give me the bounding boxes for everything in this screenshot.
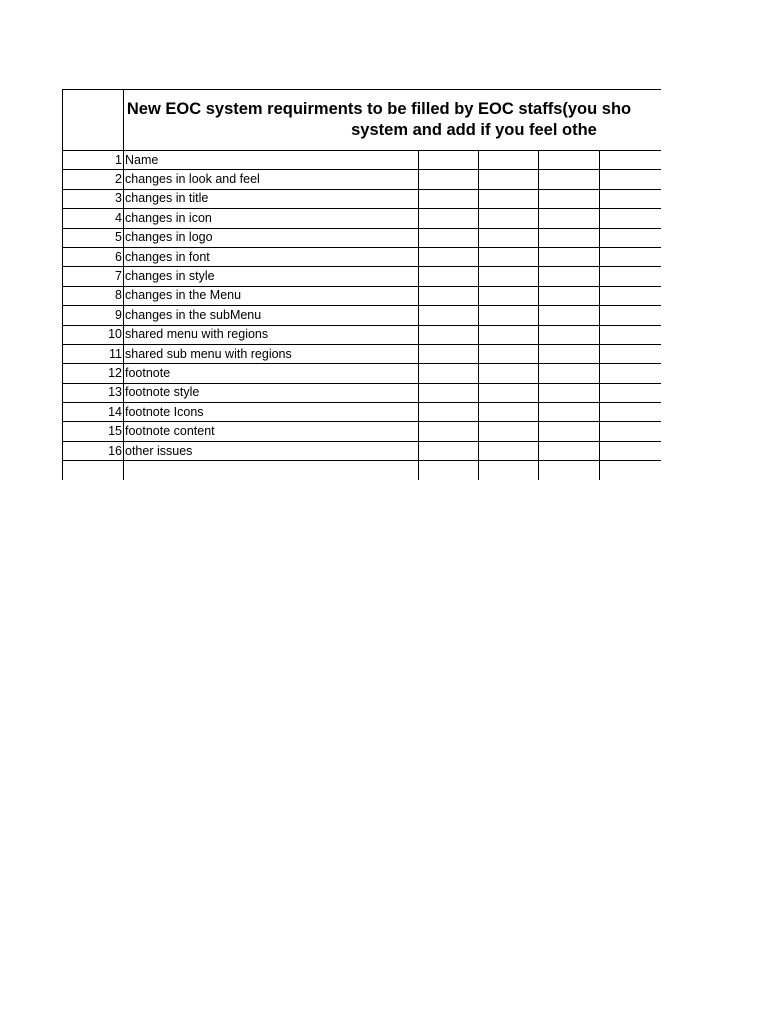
blank-cell[interactable] bbox=[419, 306, 479, 325]
table-row bbox=[63, 441, 662, 460]
blank-cell[interactable] bbox=[479, 403, 539, 422]
header-number-cell[interactable] bbox=[63, 90, 124, 151]
requirement-cell[interactable]: footnote content bbox=[124, 422, 419, 441]
row-number-cell[interactable]: 11 bbox=[63, 344, 124, 363]
row-number-cell[interactable]: 15 bbox=[63, 422, 124, 441]
requirement-cell[interactable]: changes in look and feel bbox=[124, 170, 419, 189]
blank-cell[interactable] bbox=[539, 151, 600, 170]
blank-cell[interactable] bbox=[600, 403, 662, 422]
blank-cell[interactable] bbox=[539, 247, 600, 266]
row-number-cell[interactable]: 9 bbox=[63, 306, 124, 325]
blank-cell[interactable] bbox=[539, 286, 600, 305]
requirement-cell[interactable]: footnote bbox=[124, 364, 419, 383]
blank-cell[interactable] bbox=[539, 422, 600, 441]
blank-cell[interactable] bbox=[419, 209, 479, 228]
row-number-cell[interactable]: 12 bbox=[63, 364, 124, 383]
row-number-cell[interactable]: 6 bbox=[63, 247, 124, 266]
blank-cell[interactable] bbox=[479, 422, 539, 441]
blank-cell[interactable] bbox=[539, 364, 600, 383]
blank-cell[interactable] bbox=[479, 441, 539, 460]
blank-cell[interactable] bbox=[479, 461, 539, 480]
blank-cell[interactable] bbox=[419, 422, 479, 441]
blank-cell[interactable] bbox=[479, 189, 539, 208]
requirement-cell[interactable]: footnote style bbox=[124, 383, 419, 402]
blank-cell[interactable] bbox=[600, 383, 662, 402]
row-number-cell[interactable]: 2 bbox=[63, 170, 124, 189]
blank-cell[interactable] bbox=[600, 228, 662, 247]
blank-cell[interactable] bbox=[600, 267, 662, 286]
table-row bbox=[63, 325, 662, 344]
blank-cell[interactable] bbox=[600, 170, 662, 189]
blank-cell[interactable] bbox=[600, 364, 662, 383]
row-number-cell[interactable] bbox=[63, 461, 124, 480]
blank-cell[interactable] bbox=[419, 461, 479, 480]
table-row bbox=[63, 306, 662, 325]
blank-cell[interactable] bbox=[600, 344, 662, 363]
table-row bbox=[63, 383, 662, 402]
row-number-cell[interactable]: 16 bbox=[63, 441, 124, 460]
table-row bbox=[63, 403, 662, 422]
row-number-cell[interactable]: 5 bbox=[63, 228, 124, 247]
blank-cell[interactable] bbox=[600, 151, 662, 170]
requirement-cell[interactable]: changes in title bbox=[124, 189, 419, 208]
row-number-cell[interactable]: 1 bbox=[63, 151, 124, 170]
blank-cell[interactable] bbox=[539, 189, 600, 208]
blank-cell[interactable] bbox=[539, 383, 600, 402]
blank-cell[interactable] bbox=[419, 286, 479, 305]
blank-cell[interactable] bbox=[479, 247, 539, 266]
requirement-cell[interactable]: other issues bbox=[124, 441, 419, 460]
blank-cell[interactable] bbox=[600, 325, 662, 344]
blank-cell[interactable] bbox=[479, 209, 539, 228]
blank-cell[interactable] bbox=[419, 344, 479, 363]
table-row bbox=[63, 267, 662, 286]
requirement-cell[interactable]: changes in style bbox=[124, 267, 419, 286]
table-row bbox=[63, 422, 662, 441]
blank-cell[interactable] bbox=[419, 403, 479, 422]
requirement-cell[interactable]: changes in logo bbox=[124, 228, 419, 247]
table-row bbox=[63, 170, 662, 189]
blank-cell[interactable] bbox=[600, 422, 662, 441]
requirement-cell[interactable] bbox=[124, 461, 419, 480]
blank-cell[interactable] bbox=[600, 286, 662, 305]
row-number-cell[interactable]: 8 bbox=[63, 286, 124, 305]
blank-cell[interactable] bbox=[419, 364, 479, 383]
table-row bbox=[63, 344, 662, 363]
title-row bbox=[63, 90, 662, 151]
table-row bbox=[63, 209, 662, 228]
blank-cell[interactable] bbox=[479, 344, 539, 363]
title-line-2: system and add if you feel othe bbox=[351, 121, 597, 139]
blank-cell[interactable] bbox=[539, 170, 600, 189]
blank-cell[interactable] bbox=[479, 151, 539, 170]
blank-cell[interactable] bbox=[539, 325, 600, 344]
blank-cell[interactable] bbox=[539, 461, 600, 480]
blank-cell[interactable] bbox=[539, 209, 600, 228]
blank-cell[interactable] bbox=[419, 325, 479, 344]
requirement-cell[interactable]: changes in font bbox=[124, 247, 419, 266]
sheet-title bbox=[124, 99, 662, 141]
requirements-table bbox=[62, 89, 661, 480]
spreadsheet-sheet bbox=[62, 89, 661, 480]
row-number-cell[interactable]: 3 bbox=[63, 189, 124, 208]
requirement-cell[interactable]: changes in the subMenu bbox=[124, 306, 419, 325]
blank-cell[interactable] bbox=[539, 403, 600, 422]
blank-cell[interactable] bbox=[419, 170, 479, 189]
table-row bbox=[63, 364, 662, 383]
blank-cell[interactable] bbox=[539, 441, 600, 460]
table-row bbox=[63, 461, 662, 480]
table-row bbox=[63, 247, 662, 266]
blank-cell[interactable] bbox=[419, 441, 479, 460]
blank-cell[interactable] bbox=[600, 209, 662, 228]
blank-cell[interactable] bbox=[479, 228, 539, 247]
blank-cell[interactable] bbox=[539, 344, 600, 363]
blank-cell[interactable] bbox=[479, 170, 539, 189]
blank-cell[interactable] bbox=[419, 247, 479, 266]
blank-cell[interactable] bbox=[539, 267, 600, 286]
row-number-cell[interactable]: 14 bbox=[63, 403, 124, 422]
table-row bbox=[63, 286, 662, 305]
title-line-1: New EOC system requirments to be filled by EOC staffs(you sho bbox=[126, 100, 632, 118]
row-number-cell[interactable]: 7 bbox=[63, 267, 124, 286]
blank-cell[interactable] bbox=[419, 189, 479, 208]
blank-cell[interactable] bbox=[479, 364, 539, 383]
blank-cell[interactable] bbox=[479, 306, 539, 325]
blank-cell[interactable] bbox=[419, 383, 479, 402]
requirement-cell[interactable]: changes in icon bbox=[124, 209, 419, 228]
requirement-cell[interactable]: shared menu with regions bbox=[124, 325, 419, 344]
title-cell[interactable] bbox=[124, 90, 662, 151]
blank-cell[interactable] bbox=[600, 247, 662, 266]
blank-cell[interactable] bbox=[419, 151, 479, 170]
table-row bbox=[63, 189, 662, 208]
blank-cell[interactable] bbox=[419, 228, 479, 247]
blank-cell[interactable] bbox=[600, 189, 662, 208]
blank-cell[interactable] bbox=[539, 306, 600, 325]
row-number-cell[interactable]: 10 bbox=[63, 325, 124, 344]
blank-cell[interactable] bbox=[479, 325, 539, 344]
blank-cell[interactable] bbox=[600, 306, 662, 325]
table-row bbox=[63, 228, 662, 247]
requirement-cell[interactable]: footnote Icons bbox=[124, 403, 419, 422]
blank-cell[interactable] bbox=[600, 461, 662, 480]
requirement-cell[interactable]: shared sub menu with regions bbox=[124, 344, 419, 363]
blank-cell[interactable] bbox=[600, 441, 662, 460]
row-number-cell[interactable]: 13 bbox=[63, 383, 124, 402]
requirement-cell[interactable]: changes in the Menu bbox=[124, 286, 419, 305]
table-row bbox=[63, 151, 662, 170]
blank-cell[interactable] bbox=[479, 383, 539, 402]
row-number-cell[interactable]: 4 bbox=[63, 209, 124, 228]
blank-cell[interactable] bbox=[419, 267, 479, 286]
blank-cell[interactable] bbox=[479, 286, 539, 305]
requirement-cell[interactable]: Name bbox=[124, 151, 419, 170]
blank-cell[interactable] bbox=[539, 228, 600, 247]
blank-cell[interactable] bbox=[479, 267, 539, 286]
